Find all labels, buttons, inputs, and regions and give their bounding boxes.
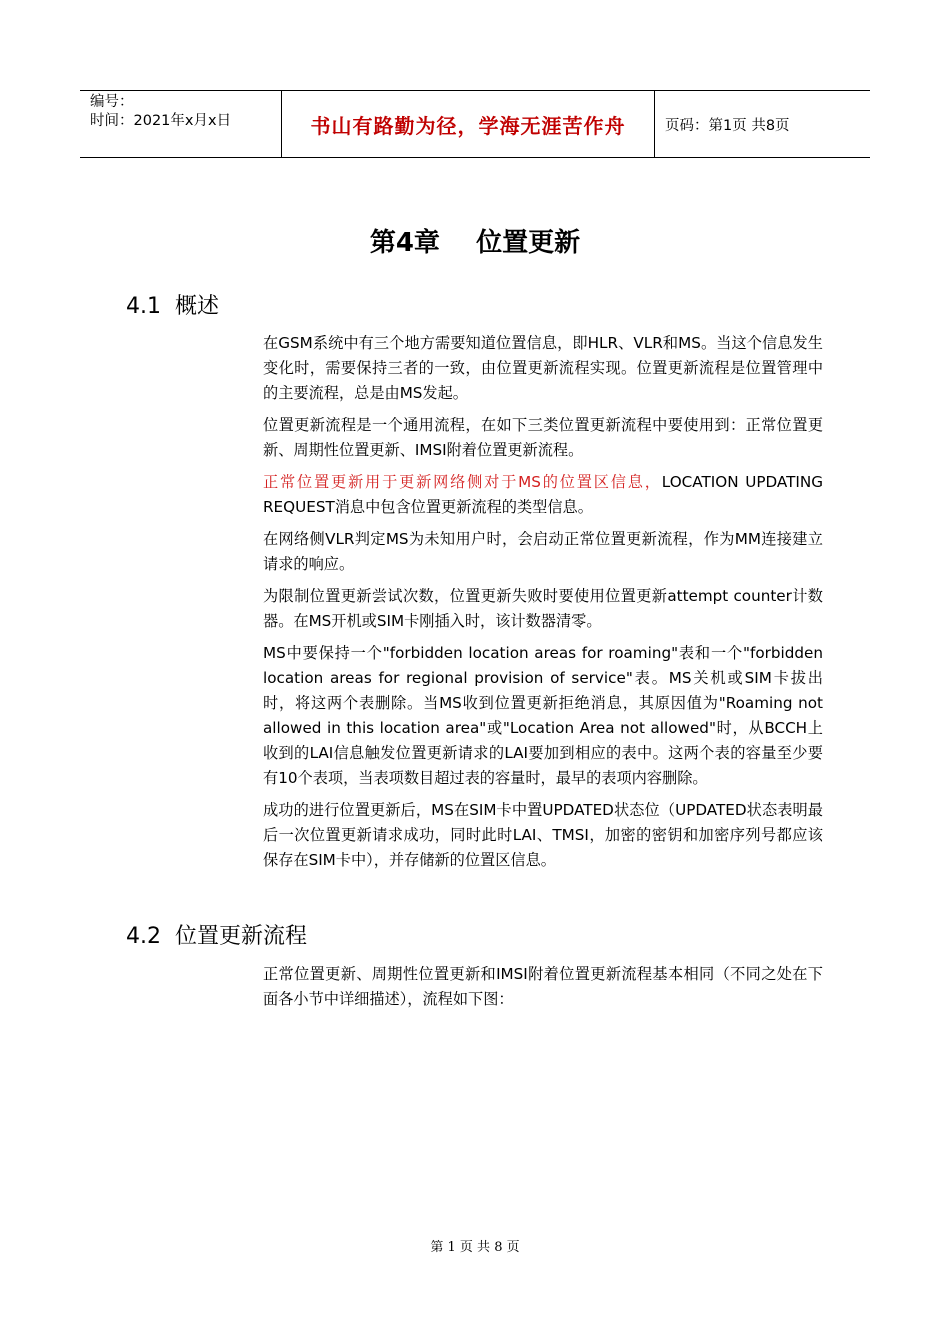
page-info: 页码：第1页 共8页 [665,117,790,134]
section-body-overview [263,331,823,880]
header-meta [80,91,281,157]
paragraph: 成功的进行位置更新后，MS在SIM卡中置UPDATED状态位（UPDATED状态表明最后一次位置更新请求成功，同时此时LAI、TMSI，加密的密钥和加密序列号都应该保存在SIM卡中），并存储新的位置区信息。 [263,801,823,869]
header-motto-cell [281,91,655,157]
highlight-rest-text: LOCATION UPDATING REQUEST消息中包含位置更新流程的类型信息。 [263,473,824,516]
paragraph: 为限制位置更新尝试次数，位置更新失败时要使用位置更新attempt counter计数器。在MS开机或SIM卡刚插入时，该计数器清零。 [263,587,823,630]
number-label: 编号： [90,94,134,110]
paragraph-highlighted [263,470,823,520]
section-body-flow [263,962,823,1019]
paragraph: 正常位置更新、周期性位置更新和IMSI附着位置更新流程基本相同（不同之处在下面各小节中详细描述），流程如下图： [263,965,823,1008]
paragraph: 在网络侧VLR判定MS为未知用户时，会启动正常位置更新流程，作为MM连接建立请求的响应。 [263,530,823,573]
motto: 书山有路勤为径，学海无涯苦作舟 [310,113,626,138]
time-label: 时间：2021年x月x日 [90,113,232,129]
header-page-cell [655,91,870,157]
paragraph: MS中要保持一个"forbidden location areas for roaming"表和一个"forbidden location areas for regional provision of service"表。MS关机或SIM卡拔出时，将这两个表删除。当MS收到位置更新拒绝消息，其原因值为"Roaming not allowed in this location area"或"Location Area not allowed"时，从BCCH上收到的LAI信息触发位置更新请求的LAI要加到相应的表中。这两个表的容量至少要有10个表项，当表项数目超过表的容量时，最早的表项内容删除。 [263,644,823,787]
section-heading-flow: 4.2 位置更新流程 [126,924,307,949]
section-heading-overview: 4.1 概述 [126,294,219,319]
highlight-red-text: 正常位置更新用于更新网络侧对于MS的位置区信息， [263,473,662,491]
chapter-title: 第4章 位置更新 [369,228,581,258]
page-header [80,90,870,158]
page-footer: 第 1 页 共 8 页 [430,1240,520,1255]
paragraph: 位置更新流程是一个通用流程，在如下三类位置更新流程中要使用到：正常位置更新、周期性位置更新、IMSI附着位置更新流程。 [263,416,823,459]
paragraph: 在GSM系统中有三个地方需要知道位置信息，即HLR、VLR和MS。当这个信息发生变化时，需要保持三者的一致，由位置更新流程实现。位置更新流程是位置管理中的主要流程，总是由MS发起。 [263,334,823,402]
